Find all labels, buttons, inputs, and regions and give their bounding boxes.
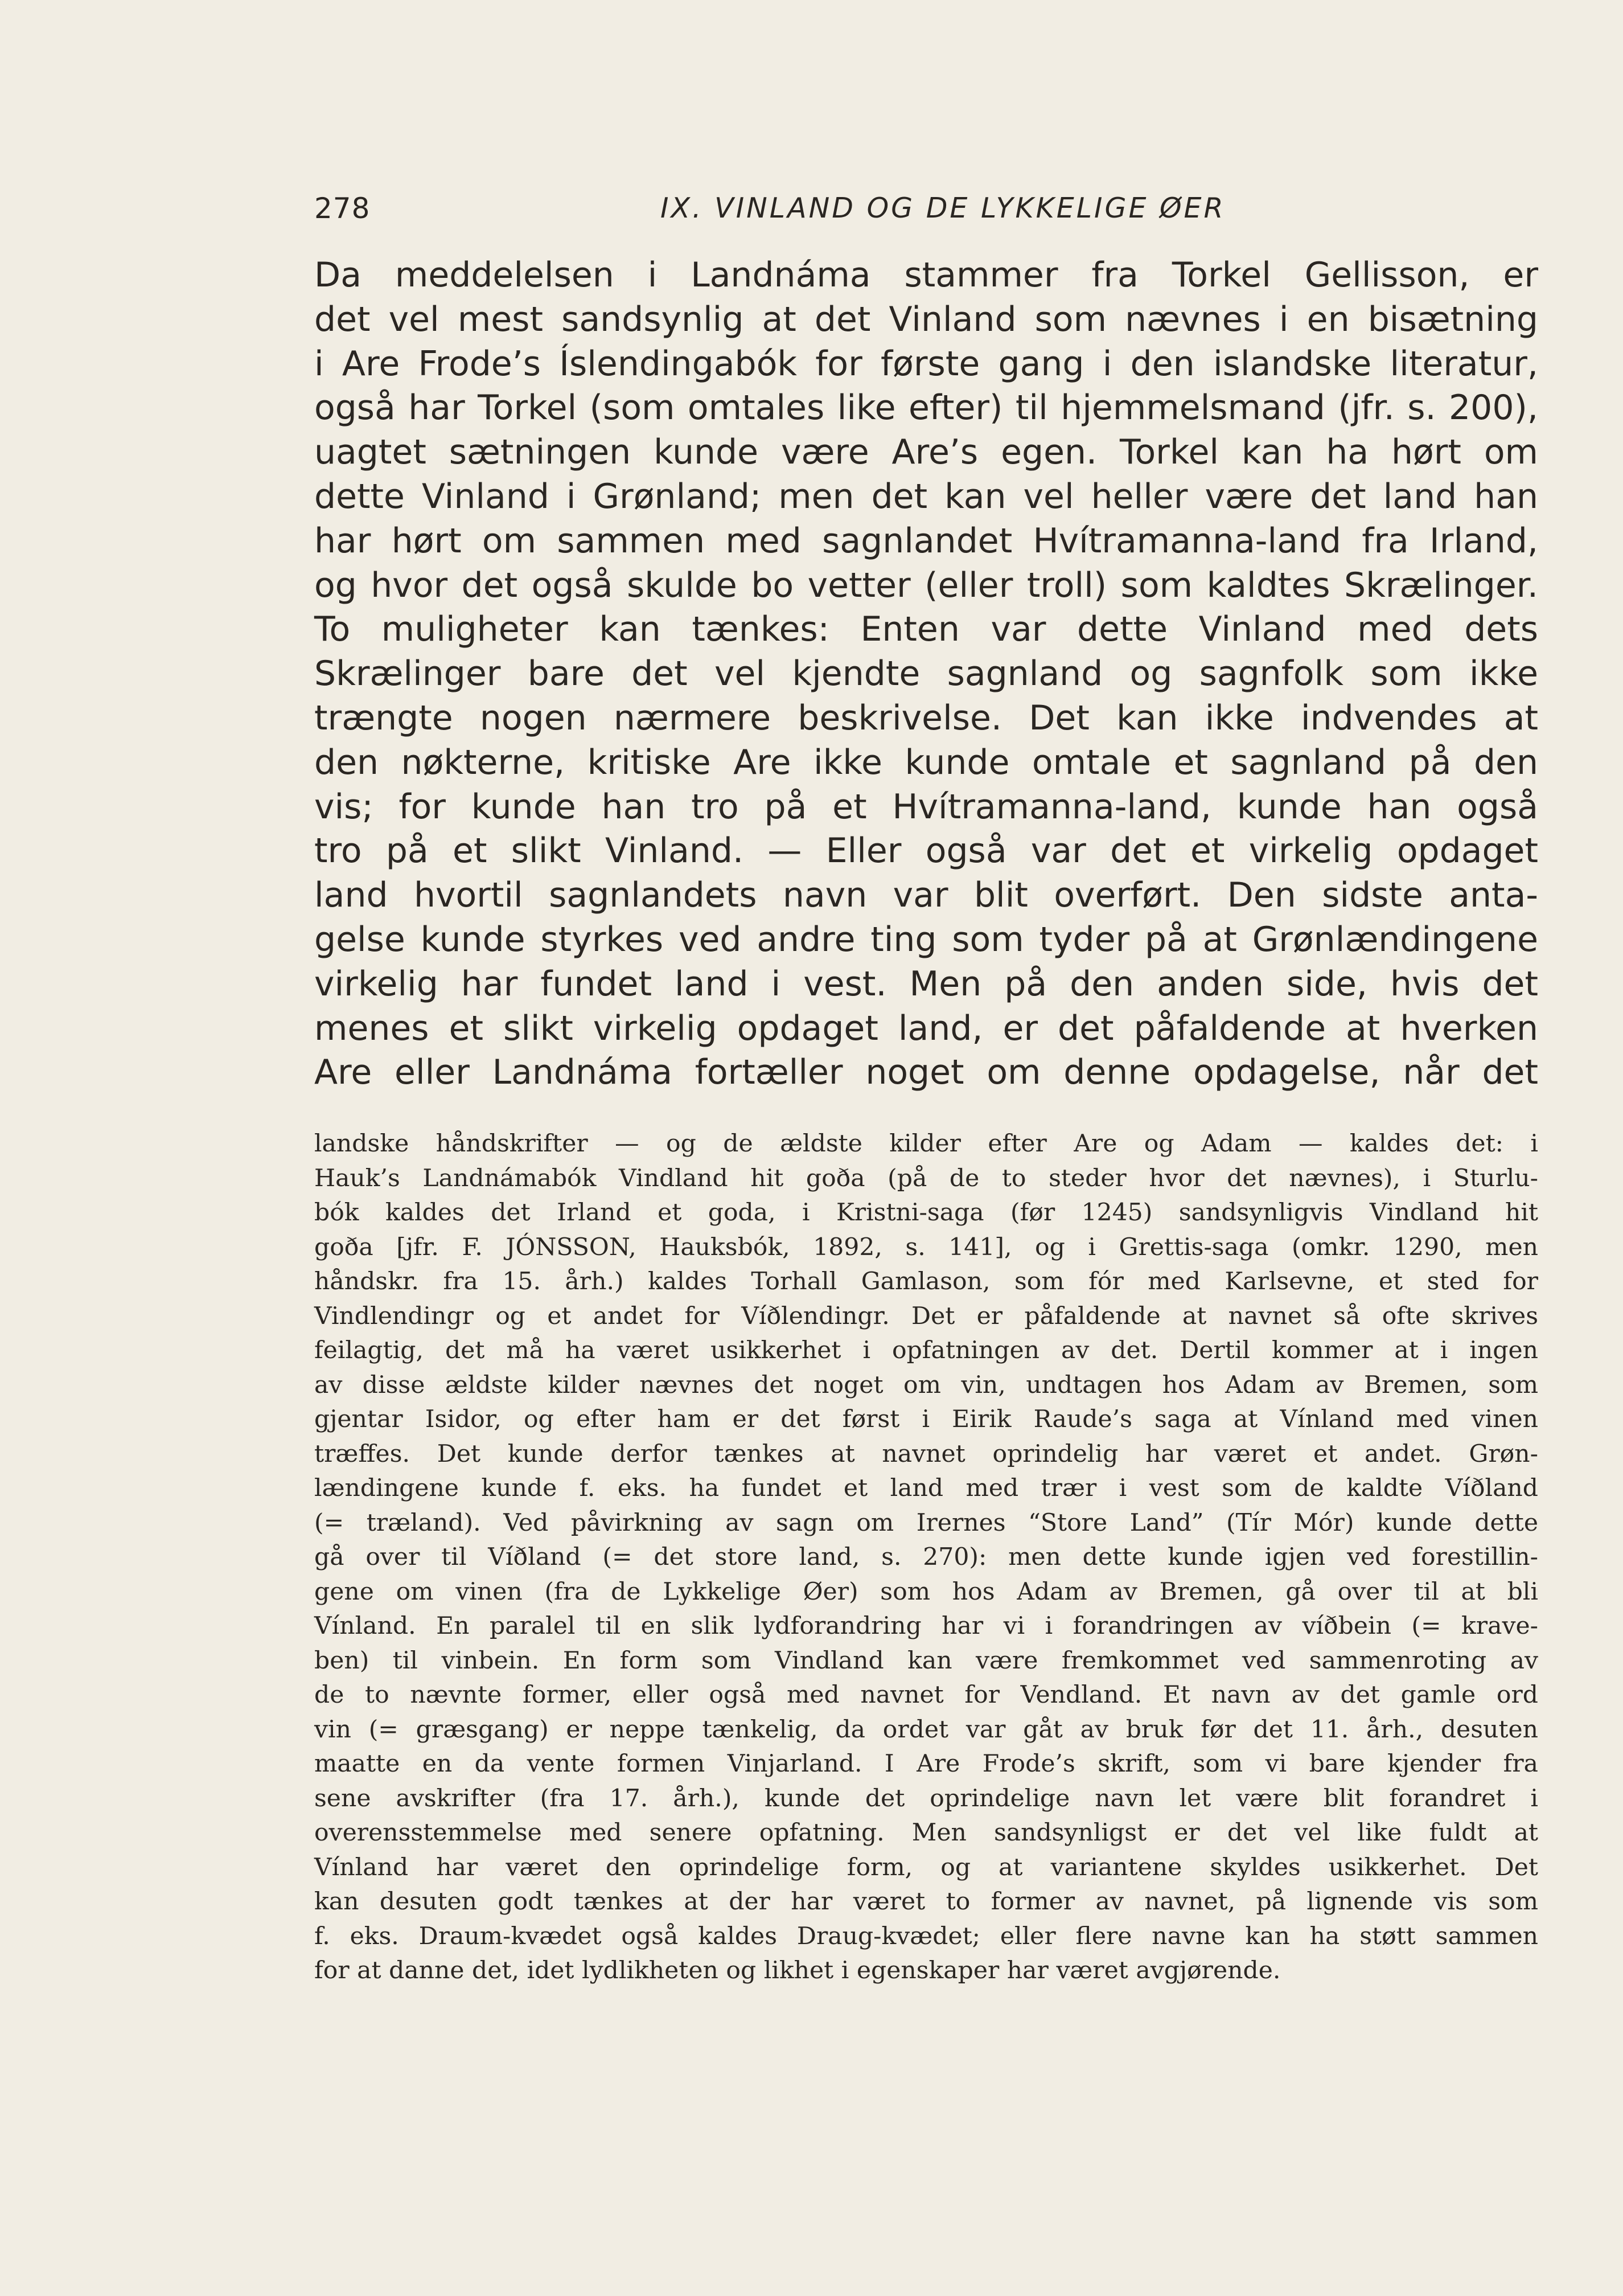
text-line: uagtet sætningen kunde være Are’s egen. Torkel kan ha hørt om xyxy=(314,432,1538,473)
footnote-line: av disse ældste kilder nævnes det noget om vin, undtagen hos Adam av Bremen, som xyxy=(314,1371,1538,1399)
footnote-line: gene om vinen (fra de Lykkelige Øer) som hos Adam av Bremen, gå over til at bli xyxy=(314,1577,1538,1606)
page-header xyxy=(314,186,1402,231)
footnote-line: de to nævnte former, eller også med navnet for Vendland. Et navn av det gamle ord xyxy=(314,1681,1538,1709)
text-line: trængte nogen nærmere beskrivelse. Det kan ikke indvendes at xyxy=(314,698,1538,738)
footnote-line: kan desuten godt tænkes at der har været to former av navnet, på lignende vis som xyxy=(314,1888,1538,1916)
footnote-line: (= træland). Ved påvirkning av sagn om Irernes “Store Land” (Tír Mór) kunde dette xyxy=(314,1508,1538,1537)
footnote-line: overensstemmelse med senere opfatning. Men sandsynligst er det vel like fuldt at xyxy=(314,1819,1538,1847)
footnote-line: ben) til vinbein. En form som Vindland kan være fremkommet ved sammenroting av xyxy=(314,1646,1538,1675)
text-line: To muligheter kan tænkes: Enten var dette Vinland med dets xyxy=(314,609,1538,650)
footnote-line: håndskr. fra 15. årh.) kaldes Torhall Gamlason, som fór med Karlsevne, et sted for xyxy=(314,1268,1538,1295)
text-line: dette Vinland i Grønland; men det kan vel heller være det land han xyxy=(314,476,1538,516)
text-line: Da meddelelsen i Landnáma stammer fra Torkel Gellisson, er xyxy=(314,255,1538,295)
footnote-line: feilagtig, det må ha været usikkerhet i opfatningen av det. Dertil kommer at i ingen xyxy=(314,1336,1538,1364)
text-line: har hørt om sammen med sagnlandet Hvítramanna-land fra Irland, xyxy=(314,520,1538,561)
footnote-line: Vindlendingr og et andet for Víðlendingr. Det er påfaldende at navnet så ofte skrives xyxy=(314,1302,1538,1330)
main-text-block xyxy=(314,253,1538,1095)
text-line: også har Torkel (som omtales like efter) til hjemmelsmand (jfr. s. 200), xyxy=(314,388,1538,428)
footnote-line: bók kaldes det Irland et goda, i Kristni-saga (før 1245) sandsynligvis Vindland hit xyxy=(314,1199,1538,1227)
text-line: tro på et slikt Vinland. — Eller også var det et virkelig opdaget xyxy=(314,831,1538,871)
text-line: vis; for kunde han tro på et Hvítramanna-land, kunde han også xyxy=(314,786,1538,827)
footnote-line: for at danne det, idet lydlikheten og likhet i egenskaper har været avgjørende. xyxy=(314,1957,1281,1985)
footnote-line: træffes. Det kunde derfor tænkes at navnet oprindelig har været et andet. Grøn- xyxy=(314,1440,1538,1468)
text-line: gelse kunde styrkes ved andre ting som tyder på at Grønlændingene xyxy=(314,919,1538,960)
text-line: Skrælinger bare det vel kjendte sagnland og sagnfolk som ikke xyxy=(314,654,1538,694)
running-head: IX. VINLAND OG DE LYKKELIGE ØER xyxy=(660,192,1226,224)
text-line: det vel mest sandsynlig at det Vinland som nævnes i en bisætning xyxy=(314,299,1538,339)
footnote-line: Vínland. En paralel til en slik lydforandring har vi i forandringen av víðbein (= krave- xyxy=(314,1612,1538,1640)
footnote-block xyxy=(314,1127,1538,1988)
footnote-line: f. eks. Draum-kvædet også kaldes Draug-kvædet; eller flere navne kan ha støtt sammen xyxy=(314,1922,1538,1950)
text-line: Are eller Landnáma fortæller noget om denne opdagelse, når det xyxy=(314,1052,1538,1093)
text-line: i Are Frode’s Íslendingabók for første gang i den islandske literatur, xyxy=(314,343,1538,384)
footnote-line: goða [jfr. F. JÓNSSON, Hauksbók, 1892, s. 141], og i Grettis-saga (omkr. 1290, men xyxy=(314,1233,1538,1261)
footnote-line: vin (= græsgang) er neppe tænkelig, da ordet var gåt av bruk før det 11. årh., desuten xyxy=(314,1715,1538,1744)
footnote-line: landske håndskrifter — og de ældste kilder efter Are og Adam — kaldes det: i xyxy=(314,1130,1538,1158)
text-line: menes et slikt virkelig opdaget land, er det påfaldende at hverken xyxy=(314,1008,1538,1048)
text-line: virkelig har fundet land i vest. Men på den anden side, hvis det xyxy=(314,964,1538,1004)
footnote-line: lændingene kunde f. eks. ha fundet et land med trær i vest som de kaldte Víðland xyxy=(314,1474,1538,1502)
page-number: 278 xyxy=(314,192,371,225)
footnote-line: maatte en da vente formen Vinjarland. I Are Frode’s skrift, som vi bare kjender fra xyxy=(314,1750,1538,1778)
footnote-line: Vínland har været den oprindelige form, og at variantene skyldes usikkerhet. Det xyxy=(314,1853,1538,1881)
footnote-line: gå over til Víðland (= det store land, s. 270): men dette kunde igjen ved forestillin- xyxy=(314,1543,1538,1571)
footnote-line: Hauk’s Landnámabók Vindland hit goða (på de to steder hvor det nævnes), i Sturlu- xyxy=(314,1164,1538,1192)
footnote-line: gjentar Isidor, og efter ham er det først i Eirik Raude’s saga at Vínland med vinen xyxy=(314,1405,1538,1433)
text-line: den nøkterne, kritiske Are ikke kunde omtale et sagnland på den xyxy=(314,742,1538,782)
text-line: og hvor det også skulde bo vetter (eller troll) som kaldtes Skrælinger. xyxy=(314,565,1538,605)
text-line: land hvortil sagnlandets navn var blit overført. Den sidste anta- xyxy=(314,875,1538,916)
footnote-line: sene avskrifter (fra 17. årh.), kunde det oprindelige navn let være blit forandret i xyxy=(314,1784,1538,1813)
